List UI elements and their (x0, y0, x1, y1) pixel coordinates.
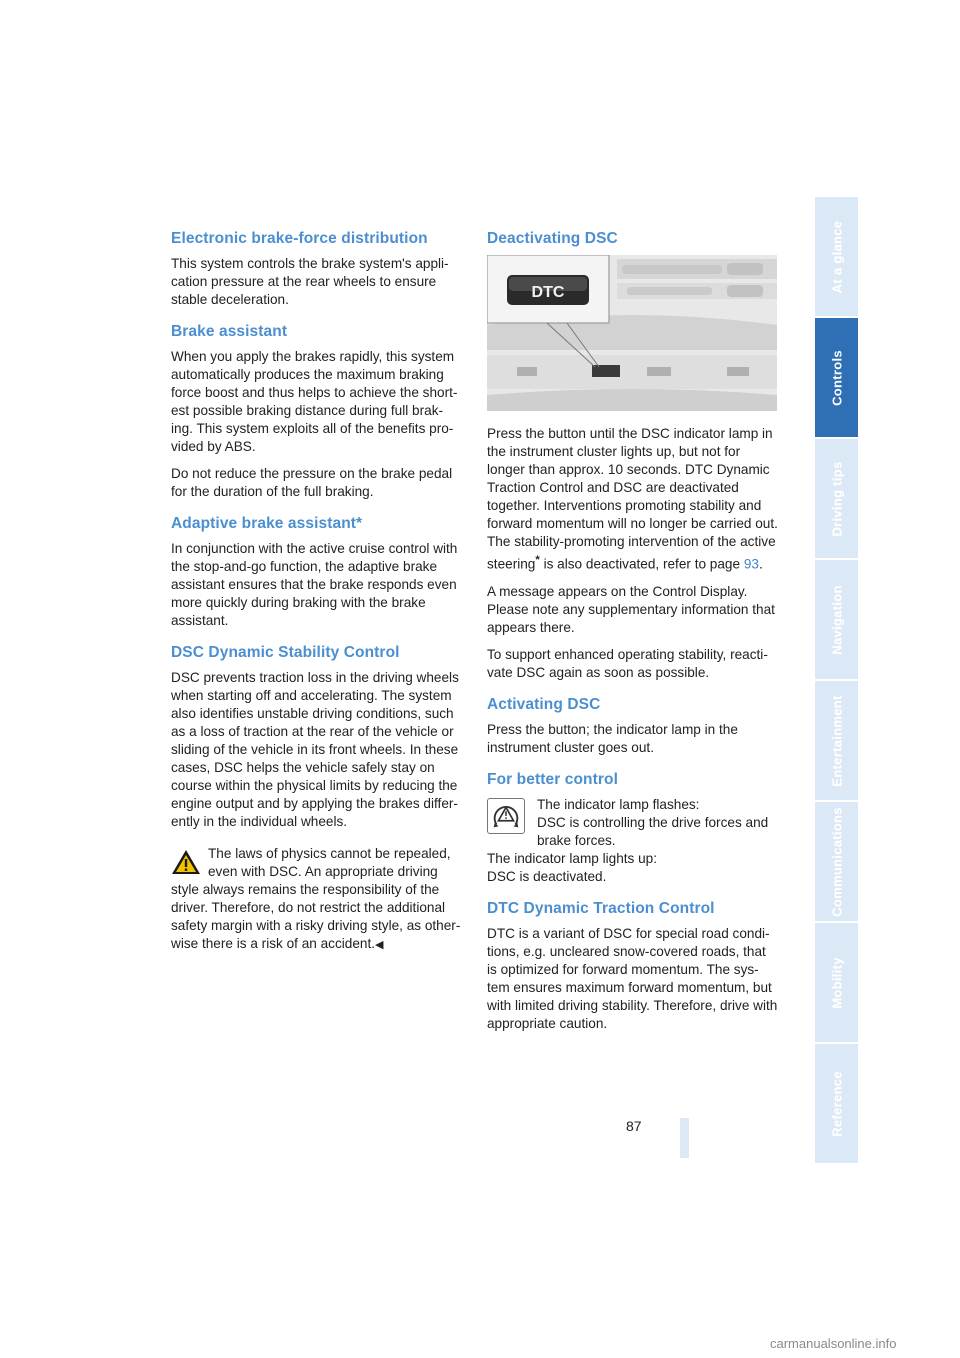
section-better-control (487, 771, 779, 886)
heading-deactivating: Deactivating DSC (487, 230, 618, 247)
tab-controls[interactable] (815, 318, 858, 437)
dsc-indicator-icon (487, 798, 525, 834)
para-deactivating-text: Press the button until the DSC indicator lamp in the instrument cluster lights up, but not for longer than approx. 10 seconds. DTC Dynamic Traction Control and DSC are deactivated together. Interventions promoting stability and forward momentum will no longer be carried out. The stability-promoting intervention of the active steering (487, 426, 778, 572)
watermark: carmanualsonline.info (770, 1336, 897, 1351)
para-brake-assistant-1: When you apply the brakes rapidly, this system automatically produces the maximum braking force boost and thus helps to achieve the short-est possible braking distance during full brak-ing. This system exploits all of the benefits pro-vided by ABS. (171, 349, 458, 454)
section-adaptive-brake (171, 515, 463, 630)
section-dsc (171, 644, 463, 831)
end-mark: ◀ (375, 939, 384, 951)
section-brake-assistant (171, 323, 463, 501)
para-adaptive-brake: In conjunction with the active cruise control with the stop-and-go function, the adaptive brake assistant ensures that the brake responds even more quickly during braking with the brake assistant. (171, 541, 458, 628)
tab-label: Reference (829, 1070, 844, 1137)
indicator-flash-line: The indicator lamp flashes: (537, 796, 700, 812)
tab-label: Controls (829, 349, 844, 406)
heading-brake-assistant: Brake assistant (171, 323, 288, 340)
tab-at-a-glance[interactable] (815, 197, 858, 316)
para-ebd: This system controls the brake system's appli-cation pressure at the rear wheels to ensure stable deceleration. (171, 256, 449, 307)
para-deactivating-3: To support enhanced operating stability, reacti-vate DSC again as soon as possible. (487, 646, 768, 680)
page-number: 87 (626, 1118, 642, 1134)
indicator-lit-line: The indicator lamp lights up: (487, 850, 658, 866)
tab-reference[interactable] (815, 1044, 858, 1163)
heading-activating: Activating DSC (487, 695, 601, 713)
para-dsc: DSC prevents traction loss in the driving wheels when starting off and accelerating. The system also identifies unstable driving conditions, such as a loss of traction at the rear of the vehicle or sliding of the vehicle in its front wheels. In these cases, DSC helps the vehicle safely stay on course within the physical limits by reducing the engine output and by applying the brakes differ-ently in the individual wheels. (171, 670, 459, 829)
optional-star: * (535, 554, 540, 566)
tab-entertainment[interactable] (815, 681, 858, 800)
para-dtc: DTC is a variant of DSC for special road condi-tions, e.g. uncleared snow-covered roads, that is optimized for forward momentum. The sys-tem ensures maximum forward momentum, but with limited driving stability. Therefore, drive with appropriate caution. (487, 925, 778, 1031)
heading-ebd: Electronic brake-force distribution (171, 230, 428, 247)
section-dtc (487, 900, 779, 1033)
dtc-button-figure (487, 255, 777, 411)
tab-navigation[interactable] (815, 560, 858, 679)
warning-rest: style always remains the responsibility of the driver. Therefore, do not restrict the additional safety margin with a risky driving style, as other-wise there is a risk of an accident. (171, 882, 461, 951)
para-brake-assistant-2: Do not reduce the pressure on the brake pedal for the duration of the full braking. (171, 466, 453, 499)
page-link-93[interactable]: 93 (743, 556, 759, 572)
para-deactivating-ref: is also deactivated, refer to page (539, 556, 744, 572)
warning-block (171, 845, 463, 954)
tab-label: Mobility (829, 956, 844, 1009)
chapter-sidebar (815, 197, 858, 1165)
indicator-row (487, 796, 779, 850)
indicator-flash-desc: DSC is controlling the drive forces and brake forces. (537, 814, 769, 848)
left-column (171, 230, 463, 954)
tab-label: Navigation (829, 584, 844, 655)
dashboard-illustration (487, 255, 777, 411)
heading-adaptive-brake: Adaptive brake assistant* (171, 515, 363, 532)
page-number-bar (680, 1118, 689, 1158)
section-ebd (171, 230, 463, 309)
tab-label: At a glance (829, 220, 844, 293)
heading-better-control: For better control (487, 770, 618, 788)
para-activating: Press the button; the indicator lamp in the instrument cluster goes out. (487, 721, 738, 755)
right-column (487, 230, 779, 1047)
tab-label: Entertainment (829, 694, 844, 787)
dtc-button-label: DTC (531, 284, 565, 301)
tab-communications[interactable] (815, 802, 858, 921)
para-deactivating-2: A message appears on the Control Display. Please note any supplementary information that appears there. (487, 583, 775, 635)
para-deactivating-end: . (758, 556, 763, 572)
heading-dsc: DSC Dynamic Stability Control (171, 644, 400, 661)
tab-driving-tips[interactable] (815, 439, 858, 558)
tab-label: Driving tips (829, 460, 844, 537)
heading-dtc: DTC Dynamic Traction Control (487, 899, 715, 917)
para-deactivating-1 (487, 425, 779, 574)
tab-mobility[interactable] (815, 923, 858, 1042)
warning-triangle-icon (171, 849, 201, 875)
indicator-lit-desc: DSC is deactivated. (487, 868, 607, 884)
section-deactivating (487, 230, 779, 682)
tab-label: Communications (829, 806, 844, 917)
section-activating (487, 696, 779, 757)
warning-first-lines: The laws of physics cannot be repealed, even with DSC. An appropriate driving (208, 846, 451, 879)
